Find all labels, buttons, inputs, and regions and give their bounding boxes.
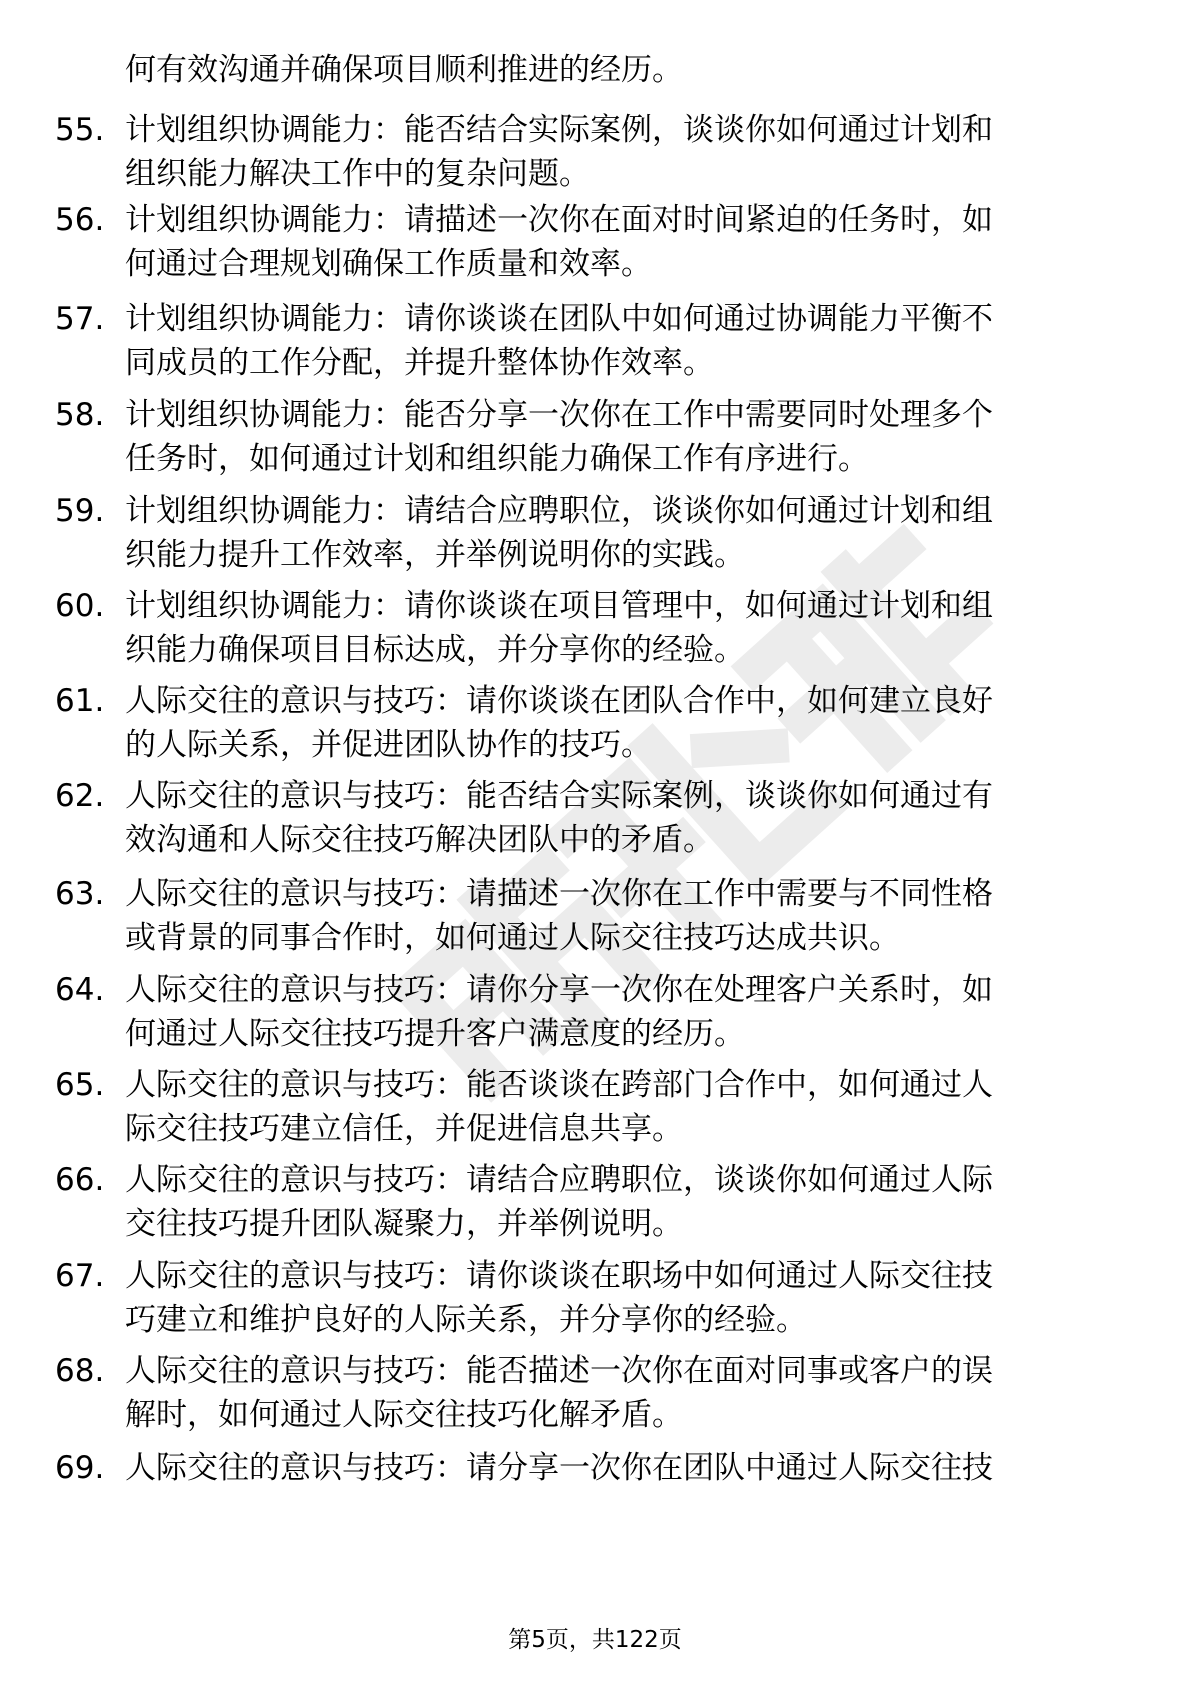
item-number: 59.: [55, 493, 105, 529]
item-text-line: 或背景的同事合作时，如何通过人际交往技巧达成共识。: [125, 920, 900, 956]
item-text-line: 人际交往的意识与技巧：请结合应聘职位，谈谈你如何通过人际: [125, 1162, 993, 1198]
list-item: [0, 1446, 1190, 1492]
item-text-line: 何通过合理规划确保工作质量和效率。: [125, 246, 652, 282]
item-number: 61.: [55, 683, 105, 719]
item-text-line: 解时，如何通过人际交往技巧化解矛盾。: [125, 1397, 683, 1433]
list-item: [0, 1349, 1190, 1439]
item-number: 58.: [55, 397, 105, 433]
list-item: [0, 1158, 1190, 1248]
list-item: [0, 489, 1190, 579]
item-text-line: 计划组织协调能力：请你谈谈在项目管理中，如何通过计划和组: [125, 588, 993, 624]
item-text-line: 计划组织协调能力：能否分享一次你在工作中需要同时处理多个: [125, 397, 993, 433]
list-item: [0, 198, 1190, 288]
item-text-line: 巧建立和维护良好的人际关系，并分享你的经验。: [125, 1302, 807, 1338]
list-item: [0, 968, 1190, 1058]
item-text-line: 际交往技巧建立信任，并促进信息共享。: [125, 1111, 683, 1147]
item-text-line: 织能力提升工作效率，并举例说明你的实践。: [125, 537, 745, 573]
item-text-line: 人际交往的意识与技巧：请分享一次你在团队中通过人际交往技: [125, 1450, 993, 1486]
item-number: 56.: [55, 202, 105, 238]
item-text-line: 人际交往的意识与技巧：请描述一次你在工作中需要与不同性格: [125, 876, 993, 912]
item-text-line: 计划组织协调能力：请你谈谈在团队中如何通过协调能力平衡不: [125, 301, 993, 337]
item-number: 67.: [55, 1258, 105, 1294]
item-text-line: 计划组织协调能力：请描述一次你在面对时间紧迫的任务时，如: [125, 202, 993, 238]
item-number: 63.: [55, 876, 105, 912]
item-number: 62.: [55, 778, 105, 814]
list-item: [0, 297, 1190, 387]
item-text-line: 计划组织协调能力：请结合应聘职位，谈谈你如何通过计划和组: [125, 493, 993, 529]
item-text-line: 计划组织协调能力：能否结合实际案例，谈谈你如何通过计划和: [125, 112, 993, 148]
item-number: 64.: [55, 972, 105, 1008]
item-text-line: 人际交往的意识与技巧：能否描述一次你在面对同事或客户的误: [125, 1353, 993, 1389]
item-text-line: 何通过人际交往技巧提升客户满意度的经历。: [125, 1016, 745, 1052]
item-number: 57.: [55, 301, 105, 337]
item-number: 69.: [55, 1450, 105, 1486]
item-number: 60.: [55, 588, 105, 624]
item-text-line: 人际交往的意识与技巧：能否结合实际案例，谈谈你如何通过有: [125, 778, 993, 814]
page-footer: 第5页，共122页: [508, 1627, 682, 1653]
item-text-line: 交往技巧提升团队凝聚力，并举例说明。: [125, 1206, 683, 1242]
list-item: [0, 1254, 1190, 1344]
item-text-line: 效沟通和人际交往技巧解决团队中的矛盾。: [125, 822, 714, 858]
item-text-line: 任务时，如何通过计划和组织能力确保工作有序进行。: [125, 441, 869, 477]
list-item: [0, 679, 1190, 769]
item-number: 55.: [55, 112, 105, 148]
continuation-line: 何有效沟通并确保项目顺利推进的经历。: [125, 52, 683, 88]
item-text-line: 织能力确保项目目标达成，并分享你的经验。: [125, 632, 745, 668]
list-item: [0, 584, 1190, 674]
list-item: [0, 393, 1190, 483]
item-text-line: 的人际关系，并促进团队协作的技巧。: [125, 727, 652, 763]
list-item: [0, 872, 1190, 962]
item-number: 68.: [55, 1353, 105, 1389]
item-text-line: 人际交往的意识与技巧：请你分享一次你在处理客户关系时，如: [125, 972, 993, 1008]
item-text-line: 人际交往的意识与技巧：请你谈谈在团队合作中，如何建立良好: [125, 683, 993, 719]
list-item: [0, 774, 1190, 864]
item-number: 66.: [55, 1162, 105, 1198]
item-text-line: 人际交往的意识与技巧：能否谈谈在跨部门合作中，如何通过人: [125, 1067, 993, 1103]
item-text-line: 人际交往的意识与技巧：请你谈谈在职场中如何通过人际交往技: [125, 1258, 993, 1294]
list-item: [0, 1063, 1190, 1153]
item-text-line: 组织能力解决工作中的复杂问题。: [125, 156, 590, 192]
item-text-line: 同成员的工作分配，并提升整体协作效率。: [125, 345, 714, 381]
list-item: [0, 108, 1190, 198]
item-number: 65.: [55, 1067, 105, 1103]
